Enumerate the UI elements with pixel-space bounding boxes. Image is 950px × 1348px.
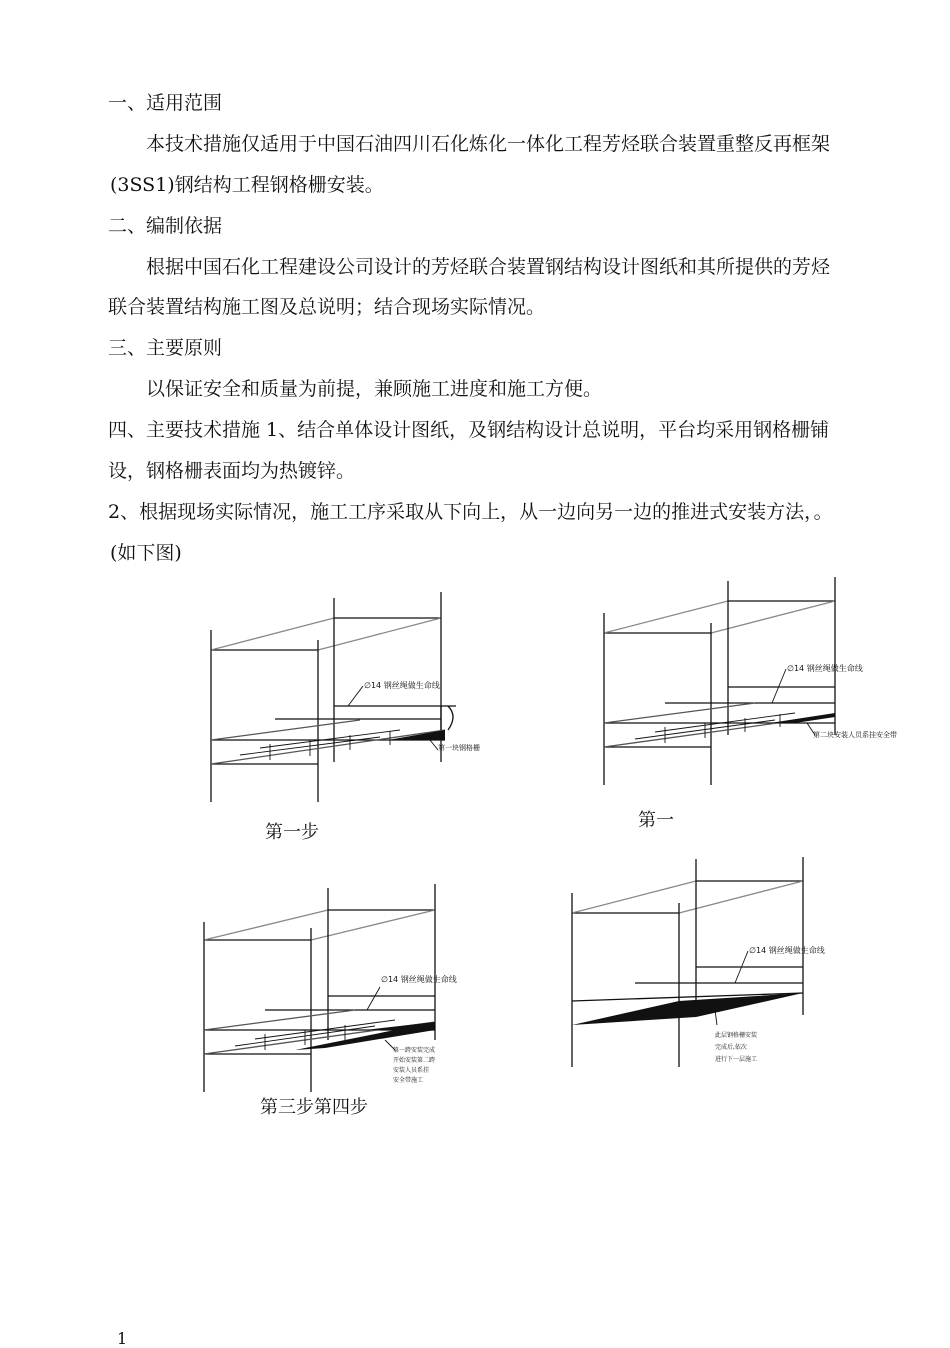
fig3-note-line4: 安全带施工	[393, 1077, 424, 1084]
figure-step3	[195, 880, 495, 1100]
fig2-grating-label: 第二块安装人员系挂安全带	[813, 731, 897, 739]
fig4-note-line3: 进行下一层施工	[715, 1056, 758, 1063]
figure-step4	[565, 855, 885, 1075]
section1-body-line1: 本技术措施仅适用于中国石油四川石化炼化一体化工程芳烃联合装置重整反再框架	[146, 133, 831, 155]
section4-item2-line2: (如下图)	[110, 542, 182, 564]
fig3-note-line1: 第一跨安装完成	[393, 1047, 436, 1054]
fig3-lifeline-label: ∅14 钢丝绳做生命线	[381, 975, 457, 984]
fig4-note-line2: 完成后,依次	[715, 1044, 747, 1051]
fig3-note-line3: 安装人员系挂	[393, 1067, 430, 1074]
fig1-lifeline-label: ∅14 钢丝绳做生命线	[364, 681, 440, 690]
section2-body-line1: 根据中国石化工程建设公司设计的芳烃联合装置钢结构设计图纸和其所提供的芳烃	[146, 256, 831, 278]
section3-body: 以保证安全和质量为前提，兼顾施工进度和施工方便。	[146, 378, 603, 400]
fig1-grating-label: 第一块钢格栅	[438, 744, 480, 752]
fig4-note-line1: 此层钢格栅安装	[715, 1032, 758, 1039]
section1-body-line2: (3SS1)钢结构工程钢格栅安装。	[110, 174, 384, 196]
fig2-lifeline-label: ∅14 钢丝绳做生命线	[787, 664, 863, 673]
fig3-note-line2: 开始安装第二跨	[393, 1057, 436, 1064]
section3-heading: 三、主要原则	[108, 337, 223, 359]
page-number: 1	[117, 1329, 128, 1348]
section4-item2-line1: 2、根据现场实际情况，施工工序采取从下向上，从一边向另一边的推进式安装方法，。	[108, 501, 833, 523]
fig4-lifeline-label: ∅14 钢丝绳做生命线	[749, 946, 825, 955]
figure-step2-caption: 第一	[638, 810, 674, 831]
section1-heading: 一、适用范围	[108, 92, 223, 114]
figure-step1-caption: 第一步	[265, 822, 319, 843]
section4-line1: 四、主要技术措施 1、结合单体设计图纸，及钢结构设计总说明，平台均采用钢格栅铺	[108, 419, 830, 441]
figure-step2	[595, 575, 915, 795]
figure-step1	[200, 590, 500, 815]
section4-line2: 设，钢格栅表面均为热镀锌。	[108, 460, 356, 482]
section2-body-line2: 联合装置结构施工图及总说明；结合现场实际情况。	[108, 296, 546, 318]
figure-step34-caption: 第三步第四步	[260, 1097, 368, 1118]
section2-heading: 二、编制依据	[108, 215, 223, 237]
